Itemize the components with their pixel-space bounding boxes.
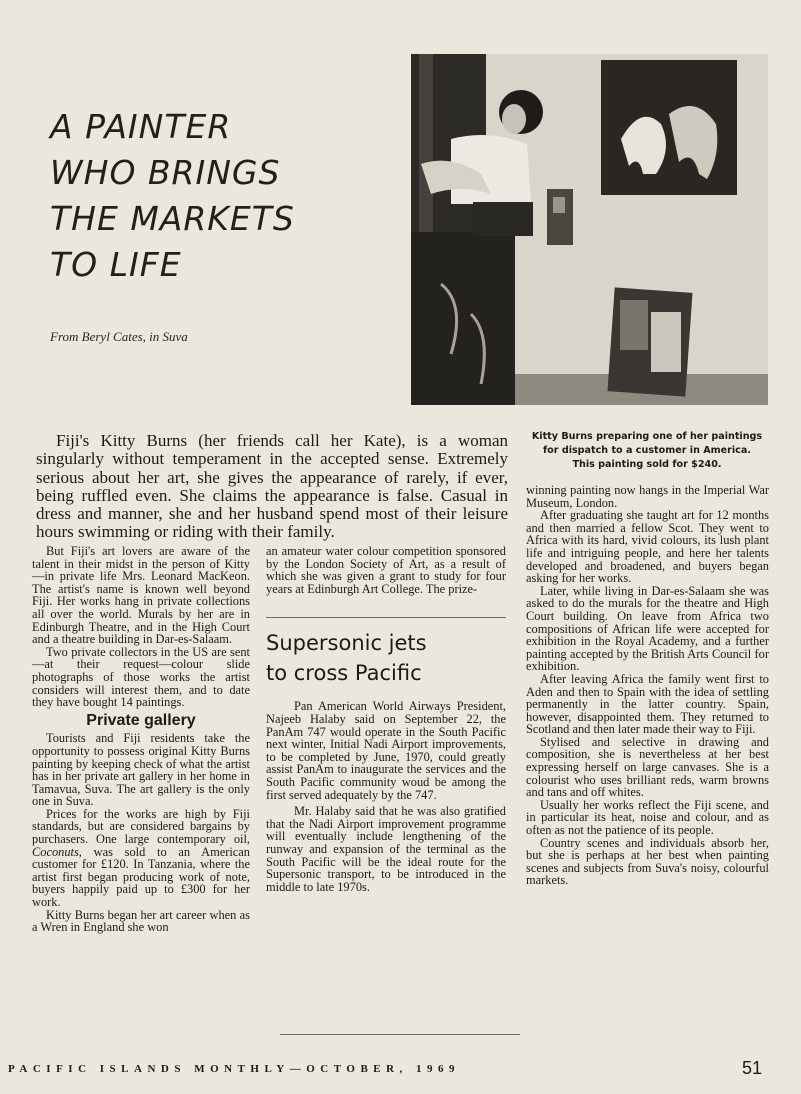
subheading-supersonic-jets: [266, 628, 506, 688]
magazine-footer: PACIFIC ISLANDS MONTHLY—OCTOBER, 1969: [8, 1063, 461, 1075]
photo-caption: [522, 430, 772, 472]
subheading-private-gallery: Private gallery: [86, 711, 196, 729]
headline-line: A PAINTER: [50, 107, 232, 146]
paragraph: winning painting now hangs in the Imperial War Museum, London.: [526, 483, 769, 510]
paragraph: Later, while living in Dar-es-Salaam she was asked to do the murals for the theatre and High Court building. On leave from Africa two compositions of African life were accepted for exhibition in the Royal Academy, and a further painting accepted by the British Arts Council for exhibition.: [526, 583, 769, 674]
lead-paragraph: [36, 432, 508, 542]
paragraph: Kitty Burns began her art career when as a Wren in England she won: [32, 907, 250, 935]
painting-title: Coconuts,: [32, 844, 82, 859]
headline-line: TO LIFE: [50, 245, 182, 284]
paragraph: Country scenes and individuals absorb her, but she is perhaps at her best when painting scenes and subjects from Suva's noisy, colourful markets.: [526, 835, 769, 888]
paragraph: After leaving Africa the family went first to Aden and then to Spain with the idea of settling permanently in the latter country. Spain, however, disappointed them. They returned to Scotland and then later made their way to Fiji.: [526, 671, 769, 737]
paragraph: Usually her works reflect the Fiji scene, and in particular its heat, noise and colour, and as often as not the patience of its people.: [526, 797, 769, 838]
caption-line: for dispatch to a customer in America.: [542, 445, 751, 456]
paragraph: Tourists and Fiji residents take the opportunity to possess original Kitty Burns painting by keeping check of what the artist has in her private art gallery in her home in Tamavua, Suva. The art gallery is the only one in Suva.: [32, 731, 250, 809]
page-number: 51: [742, 1058, 763, 1078]
lead-text: Fiji's Kitty Burns (her friends call her Kate), is a woman singularly without temperament in the accepted sense. Extremely serious about her art, she gives the appearance of rarely, if ever, being ruffled even. She claims the appearance is false. Casual in dress and manner, she and her husband spend most of their leisure hours swimming or riding with their family.: [36, 431, 508, 542]
paragraph: Two private collectors in the US are sent—at their request—colour slide photographs of those works the artist considers will interest them, and to date they have bought 14 paintings.: [32, 644, 250, 710]
paragraph: [32, 808, 250, 909]
paragraph-text: Prices for the works are high by Fiji standards, but are considered bargains by purchasers. One large contemporary oil,: [32, 806, 250, 847]
byline: From Beryl Cates, in Suva: [50, 329, 188, 344]
caption-line: This painting sold for $240.: [572, 459, 722, 470]
paragraph: an amateur water colour competition sponsored by the London Society of Art, as a result of which she was given a grant to study for four years at Edinburgh Art College. The prize-: [266, 544, 506, 596]
paragraph: Stylised and selective in drawing and composition, she is nevertheless at her best expressing herself on large canvases. She is a colourist who uses brilliant reds, warm browns and tans and off whites.: [526, 734, 769, 800]
paragraph: Mr. Halaby said that he was also gratified that the Nadi Airport improvement programme will eventually include lengthening of the runway and expansion of the terminal as the South Pacific will be the ideal route for the Supersonic transport, to be introduced in the middle to late 1970s.: [266, 804, 506, 894]
headline-line: WHO BRINGS: [50, 153, 281, 192]
bottom-divider: [280, 1034, 520, 1035]
paragraph: But Fiji's art lovers are aware of the talent in their midst in the person of Kitty—in private life Mrs. Leonard MacKeon. The artist's name is known well beyond Fiji. Her works hang in private collections all over the world. Murals by her are in Edinburgh Theatre, and in the High Court and a theatre building in Dar-es-Salaam.: [32, 544, 250, 647]
article-headline: [50, 104, 390, 288]
caption-line: Kitty Burns preparing one of her paintings: [531, 431, 763, 442]
subheading-line: Supersonic jets: [266, 631, 427, 656]
paragraph: Pan American World Airways President, Najeeb Halaby said on September 22, the PanAm 747 would operate in the South Pacific next winter, Initial Nadi Airport improvements, to be completed by June, 1970, could greatly assist PanAm to inaugurate the services and the South Pacific community woud be among the first served adequately by the 747.: [266, 699, 506, 802]
headline-line: THE MARKETS: [50, 199, 295, 238]
divider: [266, 617, 506, 618]
paragraph: After graduating she taught art for 12 months and then married a fellow Scot. They went to Africa with its hard, vivid colours, its lush plant life and intriguing people, and here her talents developed and broadened, and buyers began asking for her works.: [526, 508, 769, 586]
subheading-line: to cross Pacific: [266, 661, 422, 686]
column-1: [32, 545, 250, 934]
paragraph-text: was sold to an American customer for £120. In Tanzania, where the artist first began producing work of note, buyers happily paid up to £300 for her work.: [32, 844, 250, 910]
column-2: [266, 545, 506, 893]
article-photo: [411, 54, 768, 405]
column-3: [526, 484, 769, 887]
photo-illustration: [411, 54, 768, 405]
